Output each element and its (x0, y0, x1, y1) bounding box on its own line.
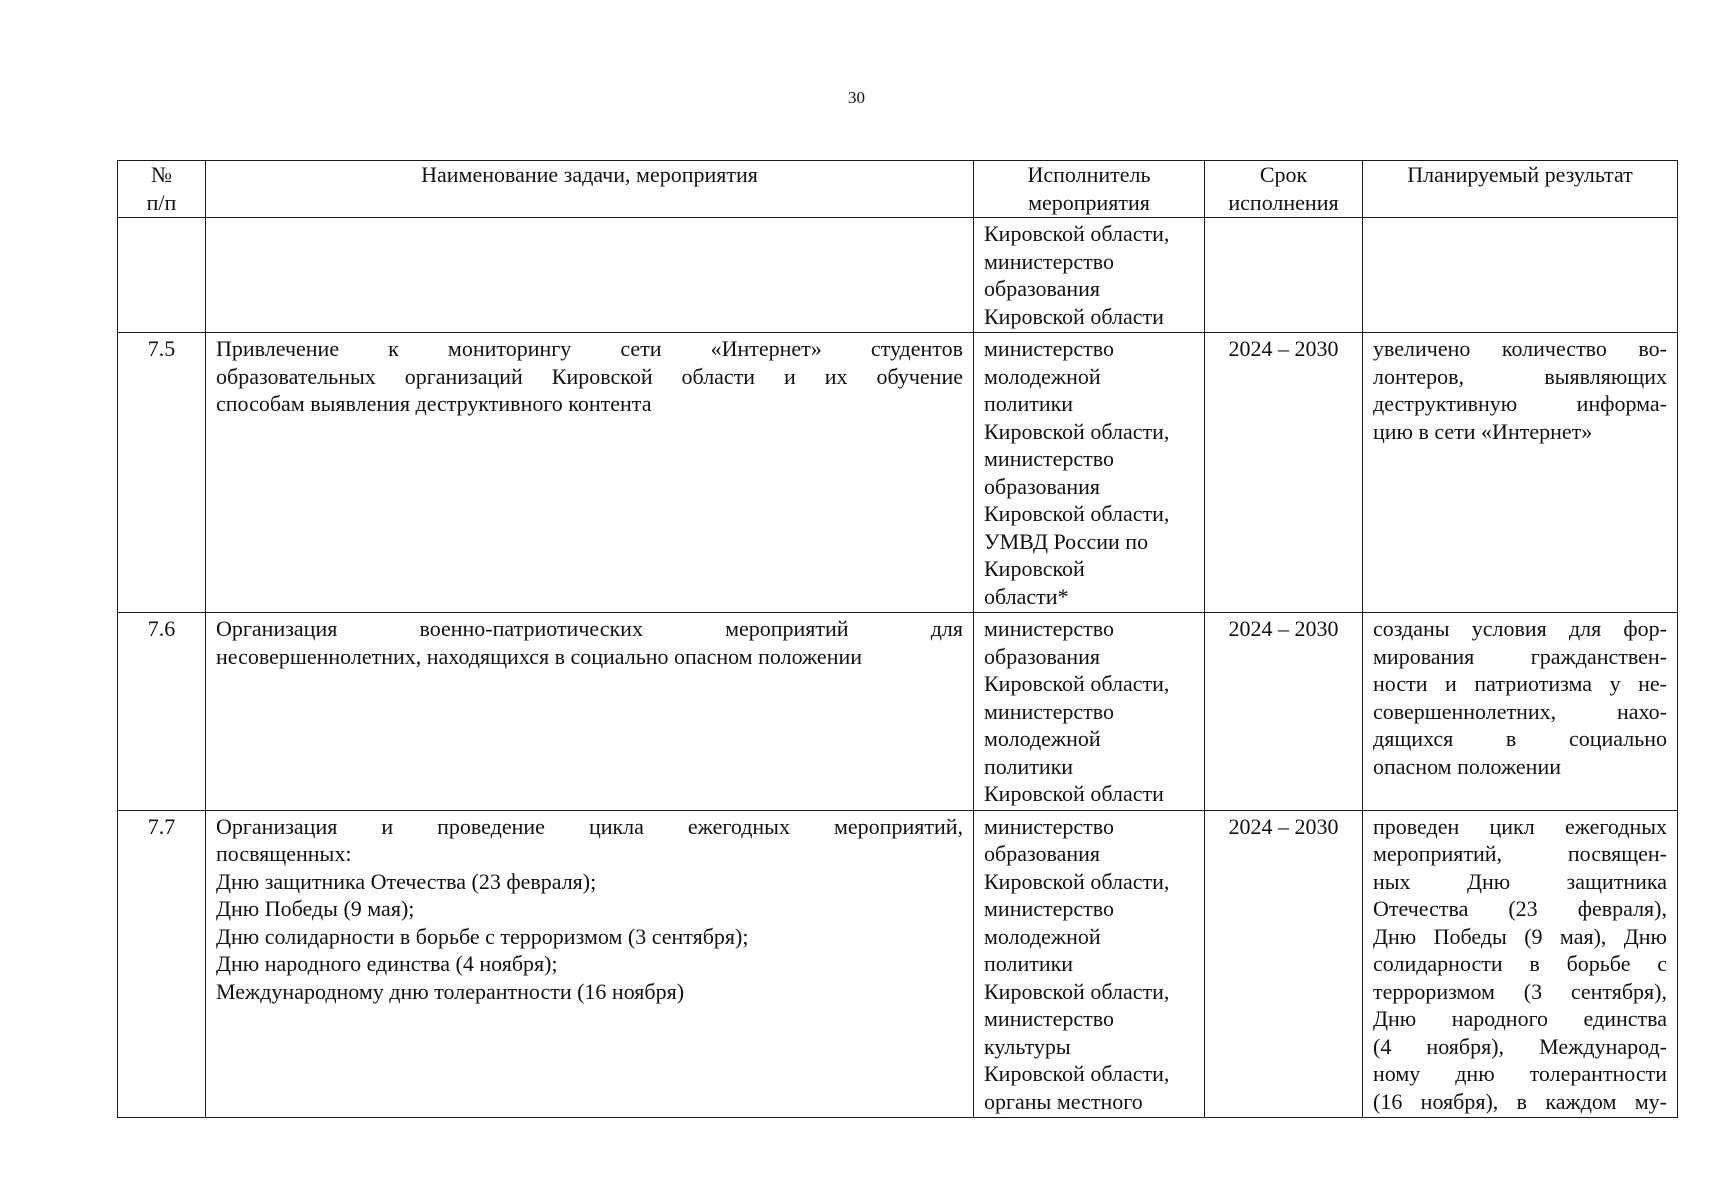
row-name-cell (206, 613, 974, 811)
header-name: Наименование задачи, мероприятия (206, 161, 974, 218)
row-name-cell (206, 333, 974, 613)
executor-line: политики (984, 753, 1074, 779)
measures-table (117, 160, 1678, 1118)
result-line: ности и патриотизма у не- (1373, 671, 1667, 696)
row-num-cell: 7.6 (118, 613, 206, 811)
page-number: 30 (848, 88, 865, 107)
row-term-cell (1205, 218, 1363, 333)
result-line: лонтеров, выявляющих (1373, 363, 1667, 389)
name-line: Организация военно-патриотических мероприятий для (216, 616, 963, 641)
executor-line: Кировской области (984, 303, 1164, 329)
header-num-line: п/п (146, 190, 177, 215)
result-line: солидарности в борьбе с (1373, 951, 1667, 976)
row-name-cell (206, 810, 974, 1118)
executor-line: образования (984, 841, 1101, 866)
executor-line: Кировской области, (984, 501, 1170, 526)
executor-line: Кировской (984, 556, 1085, 581)
executor-line: Кировской области, (984, 221, 1170, 246)
name-line: Организация и проведение цикла ежегодных мероприятий, (216, 813, 963, 839)
result-line: созданы условия для фор- (1373, 616, 1667, 641)
result-line: ных Дню защитника (1373, 868, 1667, 894)
name-line: образовательных организаций Кировской области и их обучение (216, 363, 963, 389)
row-num-cell: 7.7 (118, 810, 206, 1118)
header-executor (974, 161, 1205, 218)
name-line: Дню Победы (9 мая); (216, 896, 415, 921)
executor-line: министерство (984, 336, 1115, 361)
table-row-7-5 (118, 333, 1678, 613)
executor-line: министерство (984, 698, 1115, 724)
result-line: опасном положении (1373, 753, 1561, 779)
row-num-cell: 7.5 (118, 333, 206, 613)
header-num (118, 161, 206, 218)
executor-line: области* (984, 583, 1069, 609)
executor-line: министерство (984, 446, 1115, 471)
name-line: способам выявления деструктивного контента (216, 391, 652, 416)
result-line: Дню Победы (9 мая), Дню (1373, 923, 1667, 949)
executor-line: УМВД России по (984, 528, 1149, 554)
header-executor-line: мероприятия (1028, 190, 1150, 215)
header-executor-line: Исполнитель (1027, 162, 1151, 187)
executor-line: министерство (984, 1006, 1115, 1031)
executor-line: Кировской области, (984, 868, 1170, 894)
executor-line: министерство (984, 813, 1115, 839)
name-line: Привлечение к мониторингу сети «Интернет» студентов (216, 336, 963, 361)
row-executor-cell (974, 613, 1205, 811)
row-term-cell: 2024 – 2030 (1205, 810, 1363, 1118)
name-line: Дню народного единства (4 ноября); (216, 951, 558, 976)
row-name-cell (206, 218, 974, 333)
result-line: (4 ноября), Международ- (1373, 1033, 1667, 1059)
row-executor-cell (974, 810, 1205, 1118)
row-result-cell (1363, 218, 1678, 333)
result-line: (16 ноября), в каждом му- (1373, 1088, 1667, 1114)
result-line: мирования гражданствен- (1373, 643, 1667, 669)
row-result-cell (1363, 613, 1678, 811)
result-line: Дню народного единства (1373, 1006, 1667, 1031)
header-term (1205, 161, 1363, 218)
executor-line: молодежной (984, 923, 1101, 949)
executor-line: политики (984, 391, 1074, 416)
executor-line: министерство (984, 248, 1115, 274)
row-result-cell (1363, 333, 1678, 613)
row-term-cell: 2024 – 2030 (1205, 613, 1363, 811)
result-line: дящихся в социально (1373, 726, 1667, 751)
result-line: Отечества (23 февраля), (1373, 896, 1667, 921)
executor-line: молодежной (984, 363, 1101, 389)
result-line: проведен цикл ежегодных (1373, 813, 1667, 839)
executor-line: образования (984, 276, 1101, 301)
row-result-cell (1363, 810, 1678, 1118)
executor-line: образования (984, 643, 1101, 669)
header-term-line: исполнения (1228, 190, 1339, 215)
executor-line: политики (984, 951, 1074, 976)
executor-line: культуры (984, 1033, 1071, 1059)
result-line: терроризмом (3 сентября), (1373, 978, 1667, 1004)
row-num-cell (118, 218, 206, 333)
result-line: увеличено количество во- (1373, 336, 1667, 361)
executor-line: Кировской области, (984, 1061, 1170, 1086)
table-row-continuation (118, 218, 1678, 333)
name-line: посвященных: (216, 841, 352, 866)
row-executor-cell (974, 333, 1205, 613)
result-line: совершеннолетних, нахо- (1373, 698, 1667, 724)
header-num-line: № (151, 162, 172, 187)
name-line: несовершеннолетних, находящихся в социально опасном положении (216, 643, 863, 669)
executor-line: министерство (984, 896, 1115, 921)
executor-line: молодежной (984, 726, 1101, 751)
executor-line: министерство (984, 616, 1115, 641)
row-term-cell: 2024 – 2030 (1205, 333, 1363, 613)
result-line: мероприятий, посвящен- (1373, 841, 1667, 866)
table-header-row (118, 161, 1678, 218)
name-line: Дню защитника Отечества (23 февраля); (216, 868, 597, 894)
result-line: деструктивную информа- (1373, 391, 1667, 416)
executor-line: органы местного (984, 1088, 1143, 1114)
table-row-7-7 (118, 810, 1678, 1118)
header-term-line: Срок (1259, 162, 1308, 187)
result-line: цию в сети «Интернет» (1373, 418, 1593, 444)
result-line: ному дню толерантности (1373, 1061, 1667, 1086)
row-executor-cell (974, 218, 1205, 333)
table-row-7-6 (118, 613, 1678, 811)
name-line: Международному дню толерантности (16 ноября) (216, 978, 685, 1004)
executor-line: Кировской области (984, 781, 1164, 806)
executor-line: Кировской области, (984, 978, 1170, 1004)
executor-line: образования (984, 473, 1101, 499)
name-line: Дню солидарности в борьбе с терроризмом (3 сентября); (216, 923, 749, 949)
executor-line: Кировской области, (984, 418, 1170, 444)
header-result: Планируемый результат (1363, 161, 1678, 218)
executor-line: Кировской области, (984, 671, 1170, 696)
